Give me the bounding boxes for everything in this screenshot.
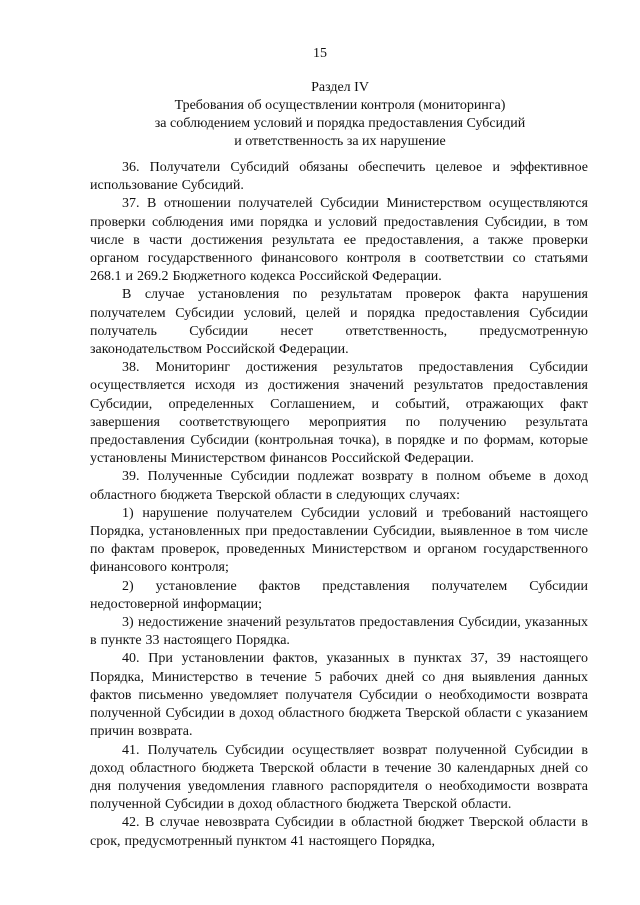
- paragraph-39-item-2: 2) установление фактов представления получателем Субсидии недостоверной информации;: [90, 578, 588, 612]
- paragraph-36: 36. Получатели Субсидий обязаны обеспечить целевое и эффективное использование Субсидий.: [90, 160, 588, 194]
- paragraph-39: 39. Полученные Субсидии подлежат возврату в полном объеме в доход областного бюджета Тверской области в следующих случаях:: [90, 469, 588, 503]
- section-label: Раздел IV: [311, 80, 369, 95]
- paragraph-39-item-3: 3) недостижение значений результатов предоставления Субсидии, указанных в пункте 33 настоящего Порядка.: [90, 615, 588, 649]
- page-number: 15: [313, 46, 327, 61]
- section-title-line: за соблюдением условий и порядка предоставления Субсидий: [154, 116, 526, 131]
- section-title-line: Требования об осуществлении контроля (мониторинга): [174, 98, 506, 113]
- paragraph-39-item-1: 1) нарушение получателем Субсидии условий и требований настоящего Порядка, установленных при предоставлении Субсидии, выявленное в том числе по фактам проверок, проведенных Министерством и органом государственного финансового контроля;: [90, 505, 588, 576]
- section-heading: [90, 79, 590, 151]
- paragraph-42: 42. В случае невозврата Субсидии в областной бюджет Тверской области в срок, предусмотренный пунктом 41 настоящего Порядка,: [90, 815, 588, 849]
- paragraph-40: 40. При установлении фактов, указанных в пунктах 37, 39 настоящего Порядка, Министерство в течение 5 рабочих дней со дня выявления данных фактов письменно уведомляет получателя Субсидии о необходимости возврата полученной Субсидии в доход областного бюджета Тверской области с указанием причин возврата.: [90, 651, 588, 740]
- paragraph-37: 37. В отношении получателей Субсидии Министерством осуществляются проверки соблюдения ими порядка и условий предоставления Субсидии, в том числе в части достижения результата ее предоставления, а также проверки органом государственного финансового контроля в соответствии со статьями 268.1 и 269.2 Бюджетного кодекса Российской Федерации.: [90, 196, 588, 285]
- section-title-line: и ответственность за их нарушение: [234, 134, 446, 149]
- paragraph-41: 41. Получатель Субсидии осуществляет возврат полученной Субсидии в доход областного бюджета Тверской области в течение 30 календарных дней со дня получения уведомления главного распорядителя о необходимости возврата полученной Субсидии в доход областного бюджета Тверской области.: [90, 742, 588, 813]
- paragraph-38: 38. Мониторинг достижения результатов предоставления Субсидии осуществляется исходя из достижения значений результатов предоставления Субсидии, определенных Соглашением, и событий, отражающих факт завершения соответствующего мероприятия по получению результата предоставления Субсидии (контрольная точка), в порядке и по формам, которые установлены Министерством финансов Российской Федерации.: [90, 360, 588, 467]
- paragraph-37-liability: В случае установления по результатам проверок факта нарушения получателем Субсидии условий, целей и порядка предоставления Субсидии получатель Субсидии несет ответственность, предусмотренную законодательством Российской Федерации.: [90, 287, 588, 358]
- document-body: [90, 159, 588, 851]
